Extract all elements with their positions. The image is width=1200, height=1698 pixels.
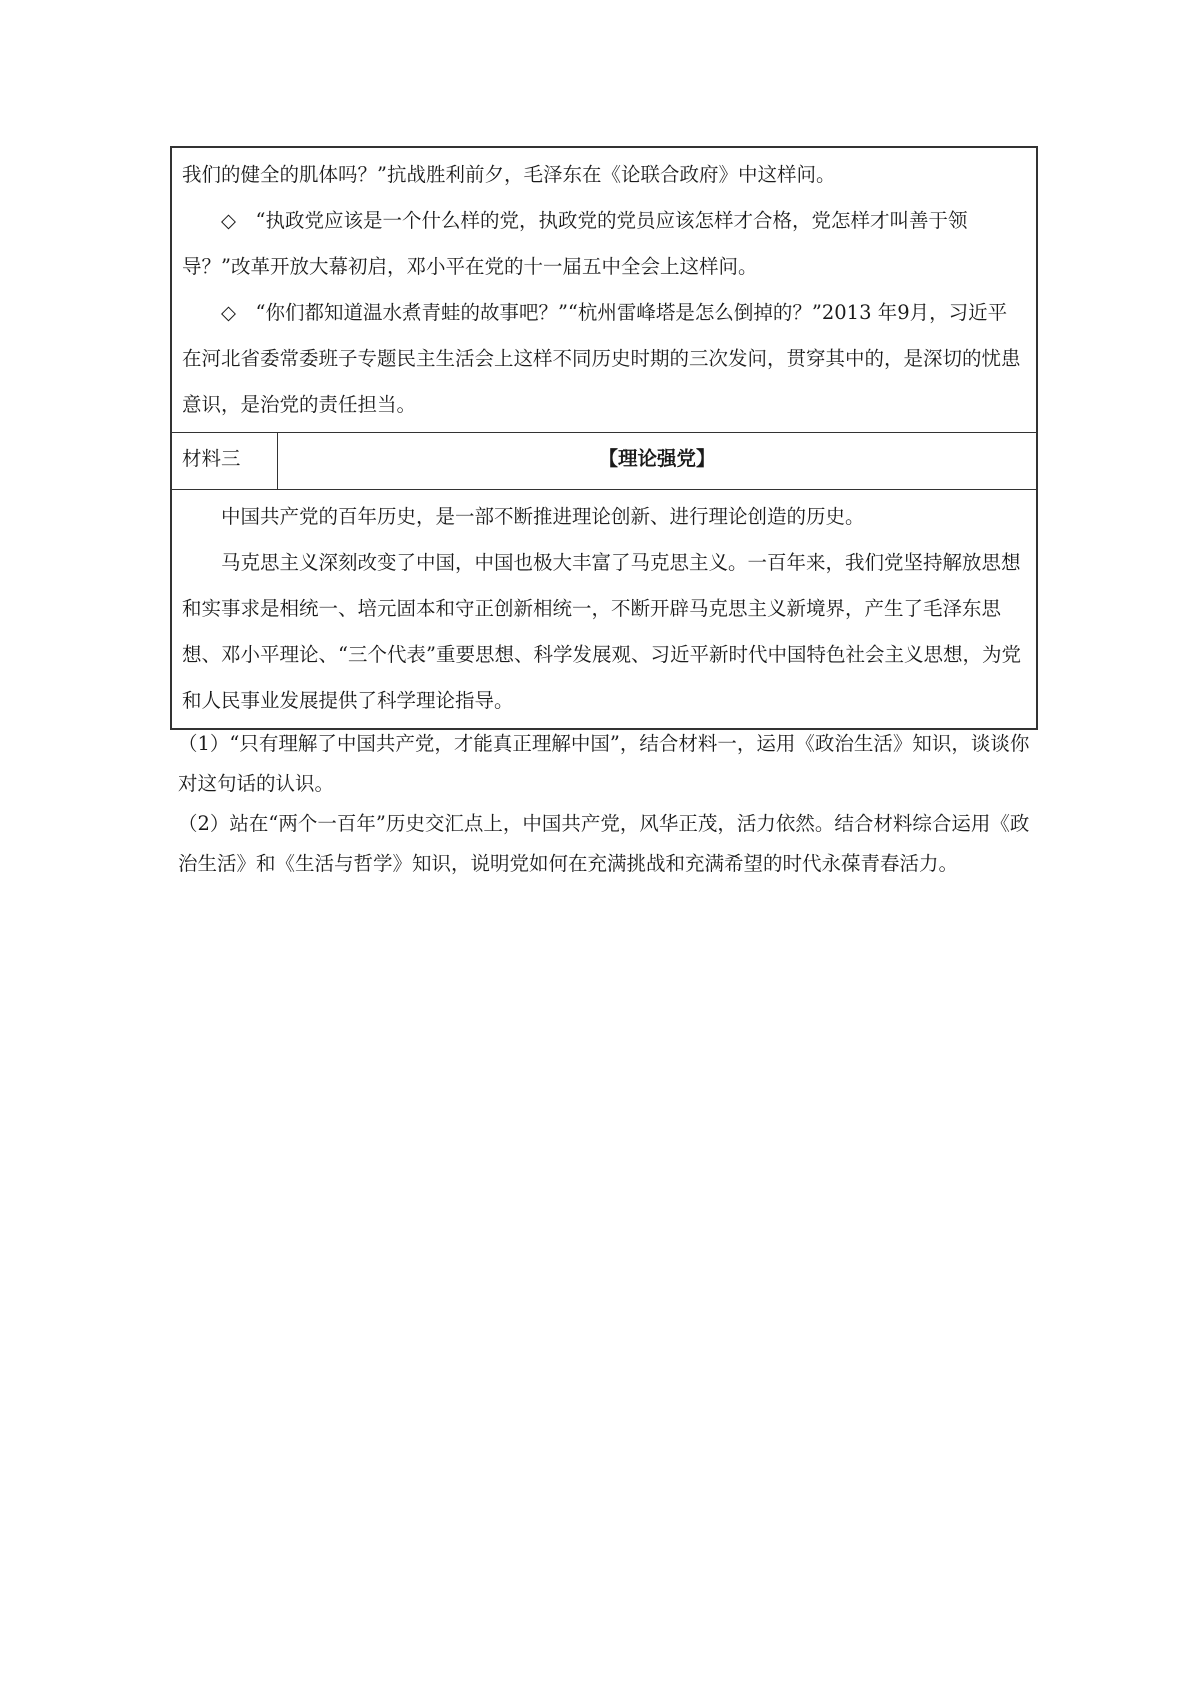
material-title: 【理论强党】 (598, 447, 716, 470)
material-two-continued-cell (172, 148, 1036, 433)
paragraph: ◇ “执政党应该是一个什么样的党，执政党的党员应该怎样才合格，党怎样才叫善于领导？”改革开放大幕初启，邓小平在党的十一届五中全会上这样问。 (182, 209, 968, 278)
paragraph: 中国共产党的百年历史，是一部不断推进理论创新、进行理论创造的历史。 (221, 505, 865, 528)
paragraph: 马克思主义深刻改变了中国，中国也极大丰富了马克思主义。一百年来，我们党坚持解放思想和实事求是相统一、培元固本和守正创新相统一，不断开辟马克思主义新境界，产生了毛泽东思想、邓小平理论、“三个代表”重要思想、科学发展观、习近平新时代中国特色社会主义思想，为党和人民事业发展提供了科学理论指导。 (182, 551, 1021, 712)
materials-table (170, 146, 1038, 730)
paragraph: 我们的健全的肌体吗？”抗战胜利前夕，毛泽东在《论联合政府》中这样问。 (182, 163, 836, 186)
question-2: （2）站在“两个一百年”历史交汇点上，中国共产党，风华正茂，活力依然。结合材料综合运用《政治生活》和《生活与哲学》知识，说明党如何在充满挑战和充满希望的时代永葆青春活力。 (178, 812, 1030, 875)
material-three-body-cell (172, 490, 1036, 728)
material-label: 材料三 (172, 433, 278, 489)
paragraph: ◇ “你们都知道温水煮青蛙的故事吧？”“杭州雷峰塔是怎么倒掉的？”2013 年9月，习近平在河北省委常委班子专题民主生活会上这样不同历史时期的三次发问，贯穿其中的，是深切的忧患意识，是治党的责任担当。 (182, 301, 1021, 416)
question-1: （1）“只有理解了中国共产党，才能真正理解中国”，结合材料一，运用《政治生活》知识，谈谈你对这句话的认识。 (178, 732, 1030, 795)
questions-section (178, 724, 1030, 884)
material-three-header-row (172, 433, 1036, 490)
